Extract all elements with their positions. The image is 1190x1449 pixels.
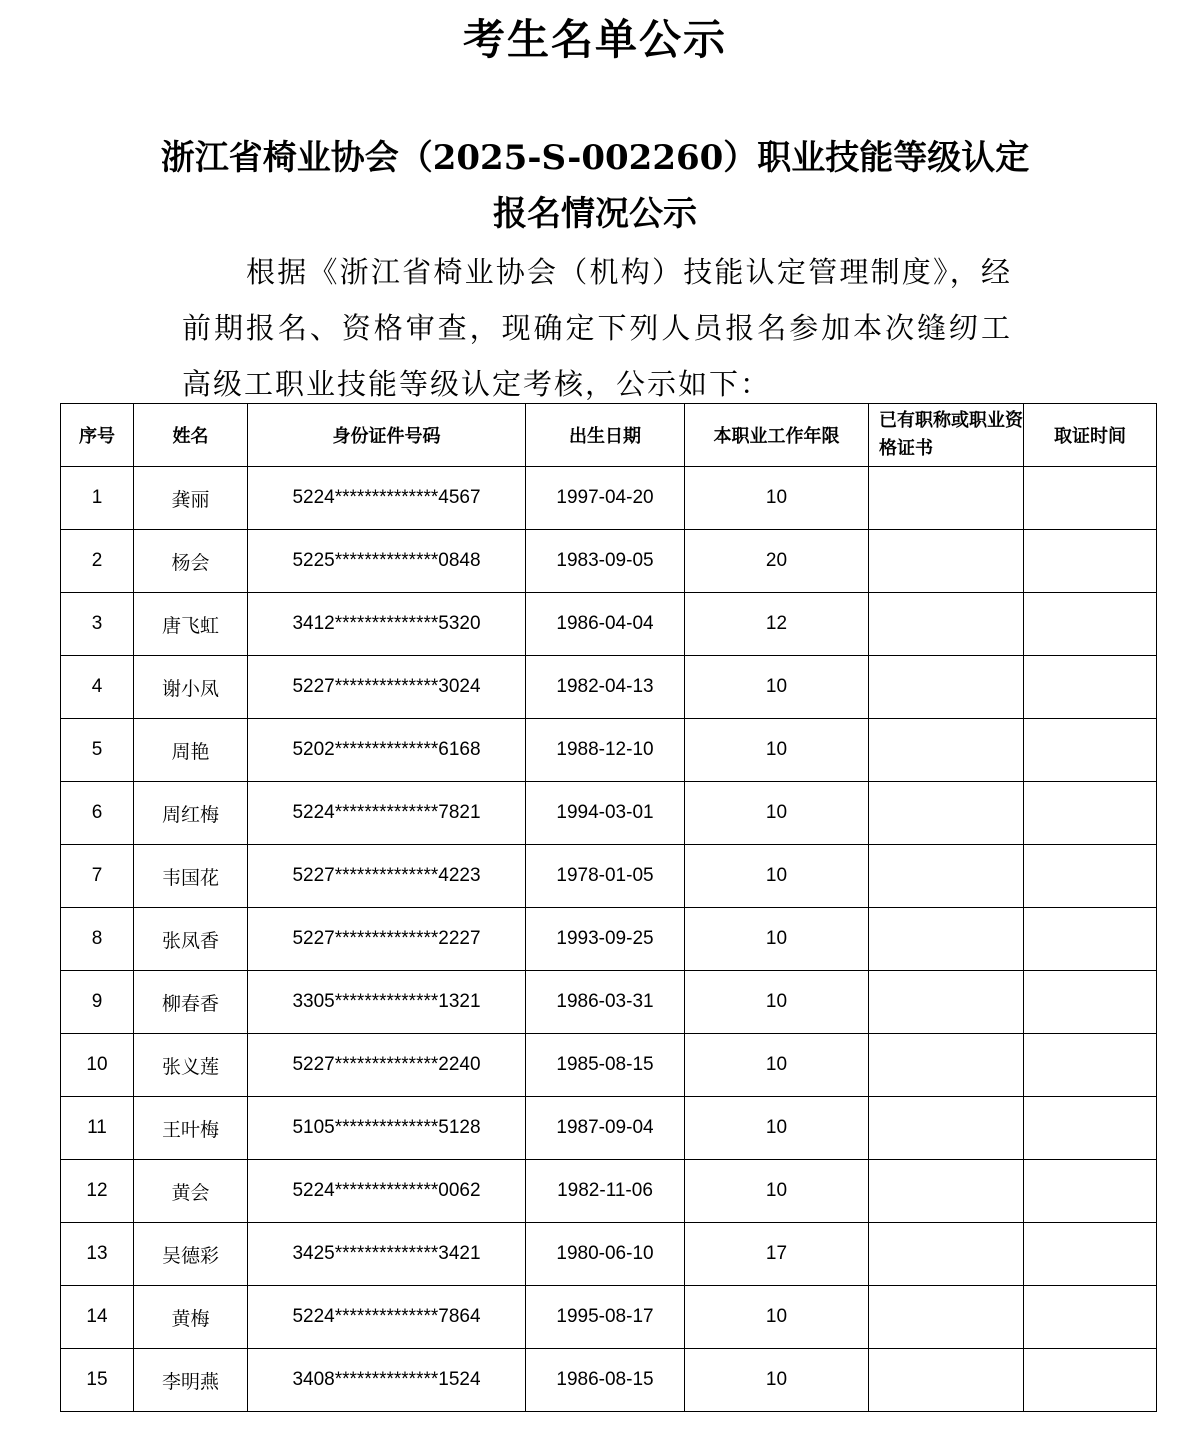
cell-work-years: 10 — [685, 1286, 869, 1349]
cell-name: 张凤香 — [134, 908, 248, 971]
cell-certificate — [869, 719, 1024, 782]
cell-cert-time — [1024, 1286, 1157, 1349]
cell-birth-date: 1994-03-01 — [526, 782, 685, 845]
cell-cert-time — [1024, 719, 1157, 782]
cell-name: 吴德彩 — [134, 1223, 248, 1286]
cell-seq: 3 — [61, 593, 134, 656]
table-row — [61, 530, 1157, 593]
cell-seq: 2 — [61, 530, 134, 593]
cell-id-number: 5227**************3024 — [248, 656, 526, 719]
cell-seq: 4 — [61, 656, 134, 719]
cell-certificate — [869, 1097, 1024, 1160]
cell-birth-date: 1982-11-06 — [526, 1160, 685, 1223]
cell-birth-date: 1987-09-04 — [526, 1097, 685, 1160]
cell-id-number: 5227**************2240 — [248, 1034, 526, 1097]
intro-paragraph: 根据《浙江省椅业协会（机构）技能认定管理制度》，经前期报名、资格审查，现确定下列人员报名参加本次缝纫工高级工职业技能等级认定考核，公示如下： — [182, 255, 1012, 401]
cell-id-number: 5105**************5128 — [248, 1097, 526, 1160]
cell-birth-date: 1986-04-04 — [526, 593, 685, 656]
cell-certificate — [869, 908, 1024, 971]
cell-seq: 7 — [61, 845, 134, 908]
table-header-row — [61, 404, 1157, 467]
cell-seq: 5 — [61, 719, 134, 782]
cell-birth-date: 1980-06-10 — [526, 1223, 685, 1286]
cell-seq: 1 — [61, 467, 134, 530]
cell-certificate — [869, 1349, 1024, 1412]
cell-birth-date: 1982-04-13 — [526, 656, 685, 719]
cell-cert-time — [1024, 593, 1157, 656]
candidate-table — [60, 403, 1157, 1412]
cell-certificate — [869, 1223, 1024, 1286]
cell-id-number: 3412**************5320 — [248, 593, 526, 656]
cell-name: 周艳 — [134, 719, 248, 782]
cell-seq: 14 — [61, 1286, 134, 1349]
page-title: 考生名单公示 — [462, 15, 727, 64]
cell-birth-date: 1986-03-31 — [526, 971, 685, 1034]
cell-cert-time — [1024, 1097, 1157, 1160]
cell-work-years: 10 — [685, 908, 869, 971]
cell-certificate — [869, 593, 1024, 656]
cell-certificate — [869, 782, 1024, 845]
cell-cert-time — [1024, 782, 1157, 845]
cell-seq: 13 — [61, 1223, 134, 1286]
cell-name: 李明燕 — [134, 1349, 248, 1412]
cell-certificate — [869, 1286, 1024, 1349]
table-row — [61, 1160, 1157, 1223]
cell-id-number: 5224**************0062 — [248, 1160, 526, 1223]
cell-seq: 9 — [61, 971, 134, 1034]
cell-id-number: 5202**************6168 — [248, 719, 526, 782]
cell-cert-time — [1024, 1034, 1157, 1097]
cell-certificate — [869, 1034, 1024, 1097]
cell-id-number: 5224**************7821 — [248, 782, 526, 845]
table-row — [61, 656, 1157, 719]
cell-birth-date: 1985-08-15 — [526, 1034, 685, 1097]
cell-cert-time — [1024, 467, 1157, 530]
cell-id-number: 5225**************0848 — [248, 530, 526, 593]
cell-id-number: 3408**************1524 — [248, 1349, 526, 1412]
header-birth-date: 出生日期 — [526, 404, 685, 467]
cell-birth-date: 1983-09-05 — [526, 530, 685, 593]
cell-seq: 15 — [61, 1349, 134, 1412]
cell-work-years: 10 — [685, 656, 869, 719]
cell-id-number: 5224**************4567 — [248, 467, 526, 530]
cell-birth-date: 1988-12-10 — [526, 719, 685, 782]
table-row — [61, 593, 1157, 656]
cell-cert-time — [1024, 1160, 1157, 1223]
table-row — [61, 1349, 1157, 1412]
table-row — [61, 1034, 1157, 1097]
cell-name: 龚丽 — [134, 467, 248, 530]
cell-seq: 6 — [61, 782, 134, 845]
cell-work-years: 20 — [685, 530, 869, 593]
cell-work-years: 10 — [685, 1097, 869, 1160]
cell-name: 唐飞虹 — [134, 593, 248, 656]
table-body — [61, 467, 1157, 1412]
table-row — [61, 845, 1157, 908]
cell-work-years: 10 — [685, 1160, 869, 1223]
cell-certificate — [869, 530, 1024, 593]
cell-work-years: 10 — [685, 845, 869, 908]
cell-work-years: 10 — [685, 782, 869, 845]
cell-name: 黄会 — [134, 1160, 248, 1223]
table-row — [61, 908, 1157, 971]
table-row — [61, 719, 1157, 782]
cell-certificate — [869, 1160, 1024, 1223]
cell-certificate — [869, 467, 1024, 530]
table-row — [61, 1223, 1157, 1286]
cell-cert-time — [1024, 1349, 1157, 1412]
cell-birth-date: 1995-08-17 — [526, 1286, 685, 1349]
cell-work-years: 10 — [685, 719, 869, 782]
header-name: 姓名 — [134, 404, 248, 467]
cell-seq: 12 — [61, 1160, 134, 1223]
cell-work-years: 10 — [685, 971, 869, 1034]
cell-name: 韦国花 — [134, 845, 248, 908]
notice-title-line-2: 报名情况公示 — [493, 194, 697, 234]
cell-id-number: 5224**************7864 — [248, 1286, 526, 1349]
header-certificate: 已有职称或职业资格证书 — [869, 404, 1024, 467]
header-seq: 序号 — [61, 404, 134, 467]
cell-name: 张义莲 — [134, 1034, 248, 1097]
cell-cert-time — [1024, 971, 1157, 1034]
cell-seq: 11 — [61, 1097, 134, 1160]
notice-title-line-1: 浙江省椅业协会（2025-S-002260）职业技能等级认定 — [160, 138, 1030, 178]
cell-name: 谢小凤 — [134, 656, 248, 719]
cell-birth-date: 1986-08-15 — [526, 1349, 685, 1412]
cell-name: 王叶梅 — [134, 1097, 248, 1160]
table-row — [61, 467, 1157, 530]
cell-certificate — [869, 845, 1024, 908]
cell-work-years: 10 — [685, 467, 869, 530]
cell-seq: 10 — [61, 1034, 134, 1097]
cell-cert-time — [1024, 656, 1157, 719]
cell-id-number: 3425**************3421 — [248, 1223, 526, 1286]
cell-certificate — [869, 971, 1024, 1034]
header-work-years: 本职业工作年限 — [685, 404, 869, 467]
cell-seq: 8 — [61, 908, 134, 971]
notice-title — [0, 130, 1190, 242]
cell-cert-time — [1024, 1223, 1157, 1286]
cell-work-years: 17 — [685, 1223, 869, 1286]
cell-certificate — [869, 656, 1024, 719]
cell-cert-time — [1024, 908, 1157, 971]
cell-name: 杨会 — [134, 530, 248, 593]
header-cert-time: 取证时间 — [1024, 404, 1157, 467]
cell-name: 周红梅 — [134, 782, 248, 845]
cell-work-years: 12 — [685, 593, 869, 656]
table-row — [61, 1286, 1157, 1349]
table-row — [61, 782, 1157, 845]
cell-birth-date: 1993-09-25 — [526, 908, 685, 971]
cell-cert-time — [1024, 845, 1157, 908]
cell-name: 黄梅 — [134, 1286, 248, 1349]
cell-name: 柳春香 — [134, 971, 248, 1034]
cell-id-number: 5227**************2227 — [248, 908, 526, 971]
cell-id-number: 5227**************4223 — [248, 845, 526, 908]
table-row — [61, 1097, 1157, 1160]
cell-work-years: 10 — [685, 1034, 869, 1097]
cell-cert-time — [1024, 530, 1157, 593]
cell-birth-date: 1997-04-20 — [526, 467, 685, 530]
header-id-number: 身份证件号码 — [248, 404, 526, 467]
cell-work-years: 10 — [685, 1349, 869, 1412]
table-row — [61, 971, 1157, 1034]
cell-birth-date: 1978-01-05 — [526, 845, 685, 908]
cell-id-number: 3305**************1321 — [248, 971, 526, 1034]
